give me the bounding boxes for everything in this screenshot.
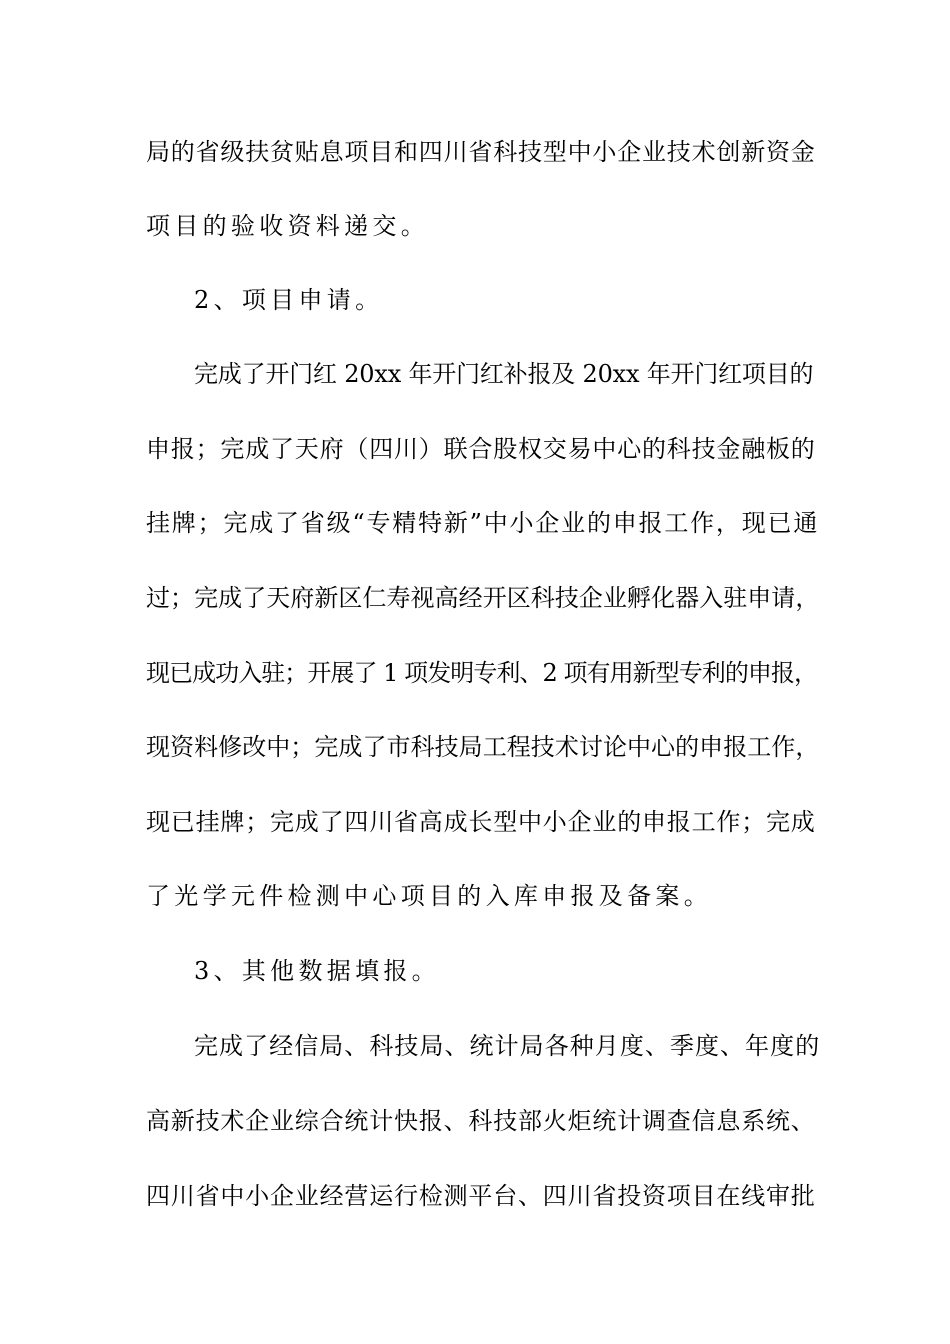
paragraph-line: 完成了经信局、科技局、统计局各种月度、季度、年度的 [194,1032,821,1060]
paragraph-line: 现已成功入驻；开展了 1 项发明专利、2 项有用新型专利的申报， [146,659,818,687]
paragraph-line: 申报；完成了天府（四川）联合股权交易中心的科技金融板的 [146,435,816,463]
paragraph-line: 项目的验收资料递交。 [146,212,429,240]
paragraph-line: 挂牌；完成了省级“专精特新”中小企业的申报工作，现已通 [146,509,820,537]
paragraph-line: 了光学元件检测中心项目的入库申报及备案。 [146,882,712,910]
paragraph-line: 完成了开门红 20xx 年开门红补报及 20xx 年开门红项目的 [194,360,814,388]
paragraph-line: 过；完成了天府新区仁寿视高经开区科技企业孵化器入驻申请， [146,584,820,612]
paragraph-line: 四川省中小企业经营运行检测平台、四川省投资项目在线审批 [146,1182,816,1210]
paragraph-line: 局的省级扶贫贴息项目和四川省科技型中小企业技术创新资金 [146,138,816,166]
section-heading: 2、项目申请。 [194,286,384,314]
section-heading: 3、其他数据填报。 [194,957,440,985]
paragraph-line: 现资料修改中；完成了市科技局工程技术讨论中心的申报工作， [146,733,820,761]
paragraph-line: 高新技术企业综合统计快报、科技部火炬统计调查信息系统、 [146,1107,816,1135]
paragraph-line: 现已挂牌；完成了四川省高成长型中小企业的申报工作；完成 [146,808,816,836]
